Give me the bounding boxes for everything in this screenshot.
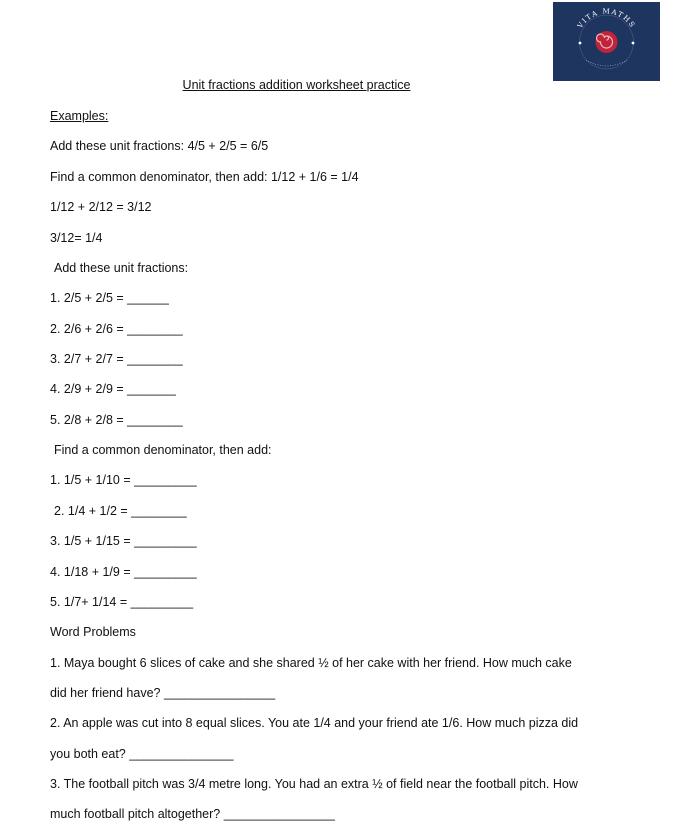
word-problem-line: 1. Maya bought 6 slices of cake and she shared ½ of her cake with her friend. How much cake — [50, 656, 572, 670]
section1-item: 5. 2/8 + 2/8 = ________ — [50, 413, 183, 427]
word-problems-heading: Word Problems — [50, 625, 136, 639]
logo-emblem-icon — [553, 2, 660, 81]
section1-heading: Add these unit fractions: — [54, 261, 189, 275]
word-problem-line: much football pitch altogether? ________________ — [50, 807, 335, 821]
section1-item: 4. 2/9 + 2/9 = _______ — [50, 382, 176, 396]
section2-item: 5. 1/7+ 1/14 = _________ — [50, 595, 194, 609]
vita-maths-logo — [553, 2, 660, 81]
section1-item: 1. 2/5 + 2/5 = ______ — [50, 291, 169, 305]
word-problem-line: you both eat? _______________ — [50, 747, 234, 761]
section2-heading: Find a common denominator, then add: — [54, 443, 272, 457]
section2-item: 3. 1/5 + 1/15 = _________ — [50, 534, 197, 548]
logo-text: VITA MATHS — [576, 7, 637, 30]
word-problem-line: did her friend have? ________________ — [50, 686, 276, 700]
example-line: Find a common denominator, then add: 1/12 + 1/6 = 1/4 — [50, 170, 359, 184]
examples-heading: Examples: — [50, 109, 109, 123]
word-problem-line: 3. The football pitch was 3/4 metre long. You had an extra ½ of field near the football pitch. How — [50, 777, 578, 791]
example-line: 1/12 + 2/12 = 3/12 — [50, 200, 152, 214]
section1-item: 3. 2/7 + 2/7 = ________ — [50, 352, 183, 366]
section2-item: 1. 1/5 + 1/10 = _________ — [50, 473, 197, 487]
section2-item: 2. 1/4 + 1/2 = ________ — [54, 504, 187, 518]
worksheet-title: Unit fractions addition worksheet practice — [182, 78, 411, 92]
section1-item: 2. 2/6 + 2/6 = ________ — [50, 322, 183, 336]
section2-item: 4. 1/18 + 1/9 = _________ — [50, 565, 197, 579]
word-problem-line: 2. An apple was cut into 8 equal slices. You ate 1/4 and your friend ate 1/6. How much pizza did — [50, 716, 579, 730]
example-line: Add these unit fractions: 4/5 + 2/5 = 6/5 — [50, 139, 269, 153]
example-line: 3/12= 1/4 — [50, 231, 103, 245]
